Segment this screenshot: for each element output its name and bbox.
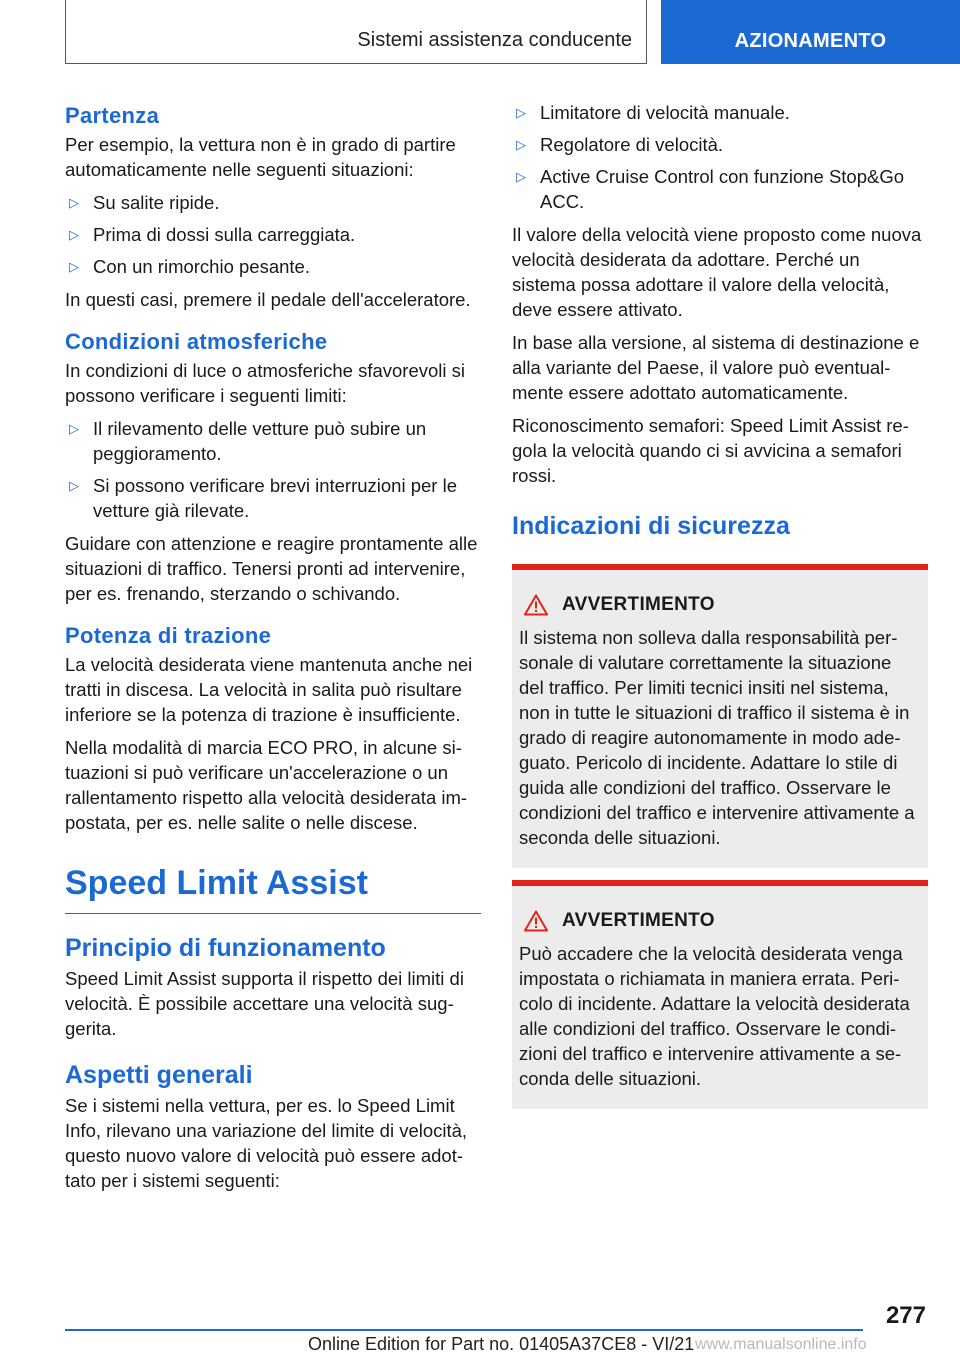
warning-text: Il sistema non solleva dalla responsabilità personale di valutare correttamente la situazione del traffico. Per limiti tecnici insiti nel sistema, non in tutte le situazioni di traffico il sistema è in grado di reagire autonomamente in modo adeguato. Pericolo di incidente. Adattare lo stile di guida alle condizioni del traffico. Osservare le condizioni del traffico e intervenire attivamente a seconda delle situazioni. xyxy=(519,627,915,848)
heading-partenza: Partenza xyxy=(65,103,160,128)
triangle-right-icon: ▷ xyxy=(69,421,79,436)
triangle-right-icon: ▷ xyxy=(516,137,526,152)
warning-triangle-icon xyxy=(524,910,548,932)
list-item: ▷ Il rilevamento delle vetture può subire un peggioramento. xyxy=(69,418,427,464)
list-item: ▷ Regolatore di velocità. xyxy=(516,134,724,155)
bullet-list xyxy=(65,416,481,523)
bullet-list xyxy=(512,100,928,214)
triangle-right-icon: ▷ xyxy=(516,169,526,184)
triangle-right-icon: ▷ xyxy=(69,227,79,242)
heading-safety: Indicazioni di sicurezza xyxy=(512,512,790,540)
warning-box xyxy=(512,880,928,1109)
paragraph: In base alla versione, al sistema di destinazione e alla variante del Paese, il valore può eventualmente essere adottato automaticamente. xyxy=(512,332,920,403)
triangle-right-icon: ▷ xyxy=(69,195,79,210)
bullet-list xyxy=(65,190,481,279)
header-section-title: Sistemi assistenza conducente xyxy=(357,29,632,51)
paragraph: Speed Limit Assist supporta il rispetto dei limiti di velocità. È possibile accettare una velocità suggerita. xyxy=(65,968,464,1039)
list-item: ▷ Si possono verificare brevi interruzioni per le vetture già rilevate. xyxy=(69,475,458,521)
paragraph: Riconoscimento semafori: Speed Limit Assist regola la velocità quando ci si avvicina a semafori rossi. xyxy=(512,415,909,486)
heading-aspetti: Aspetti generali xyxy=(65,1061,253,1089)
list-item: ▷ Active Cruise Control con funzione Stop&Go ACC. xyxy=(516,166,905,212)
list-item: ▷ Su salite ripide. xyxy=(69,192,220,213)
triangle-right-icon: ▷ xyxy=(69,259,79,274)
page-number: 277 xyxy=(885,1302,926,1329)
warning-triangle-icon xyxy=(524,594,548,616)
footer-edition: Online Edition for Part no. 01405A37CE8 - VI/21 xyxy=(308,1334,695,1354)
watermark-link[interactable]: www.manualsonline.info xyxy=(695,1336,867,1353)
heading-potenza: Potenza di trazione xyxy=(65,623,272,648)
heading-speed-limit-assist: Speed Limit Assist xyxy=(65,861,481,914)
paragraph: Il valore della velocità viene proposto come nuova velocità desiderata da adottare. Perché un sistema possa adottare il valore della velocità, deve essere attivato. xyxy=(512,224,922,320)
paragraph: La velocità desiderata viene mantenuta anche nei tratti in discesa. La velocità in salita può risultare inferiore se la potenza di trazione è insufficiente. xyxy=(65,654,473,725)
heading-condizioni: Condizioni atmosferiche xyxy=(65,329,328,354)
list-item: ▷ Con un rimorchio pesante. xyxy=(69,256,310,277)
paragraph: Guidare con attenzione e reagire prontamente alle situazioni di traffico. Tenersi pronti ad intervenire, per es. frenando, sterzando o schivando. xyxy=(65,533,478,604)
triangle-right-icon: ▷ xyxy=(69,478,79,493)
right-column xyxy=(512,100,928,1121)
header-chapter-label: AZIONAMENTO xyxy=(734,30,887,52)
warning-title: AVVERTIMENTO xyxy=(524,908,920,933)
warning-box xyxy=(512,564,928,868)
header-chapter-tab xyxy=(661,0,960,64)
left-column xyxy=(65,100,481,1201)
triangle-right-icon: ▷ xyxy=(516,105,526,120)
warning-title: AVVERTIMENTO xyxy=(524,592,920,617)
list-item: ▷ Prima di dossi sulla carreggiata. xyxy=(69,224,356,245)
paragraph: Per esempio, la vettura non è in grado di partire automaticamente nelle seguenti situazioni: xyxy=(65,134,456,180)
paragraph: Se i sistemi nella vettura, per es. lo Speed Limit Info, rilevano una variazione del limite di velocità, questo nuovo valore di velocità può essere adottato per i sistemi seguenti: xyxy=(65,1095,468,1191)
heading-principio: Principio di funzionamento xyxy=(65,934,386,962)
header-section-box xyxy=(65,0,647,64)
list-item: ▷ Limitatore di velocità manuale. xyxy=(516,102,790,123)
warning-text: Può accadere che la velocità desiderata venga impostata o richiamata in maniera errata. Pericolo di incidente. Adattare la velocità desiderata alle condizioni del traffico. Osservare le condizioni del traffico e intervenire attivamente a seconda delle situazioni. xyxy=(519,943,910,1089)
paragraph: In condizioni di luce o atmosferiche sfavorevoli si possono verificare i seguenti limiti: xyxy=(65,360,465,406)
paragraph: Nella modalità di marcia ECO PRO, in alcune situazioni si può verificare un'accelerazione o un rallentamento rispetto alla velocità desiderata impostata, per es. nelle salite o nelle discese. xyxy=(65,737,468,833)
footer-divider xyxy=(65,1329,863,1331)
paragraph: In questi casi, premere il pedale dell'acceleratore. xyxy=(65,289,471,310)
